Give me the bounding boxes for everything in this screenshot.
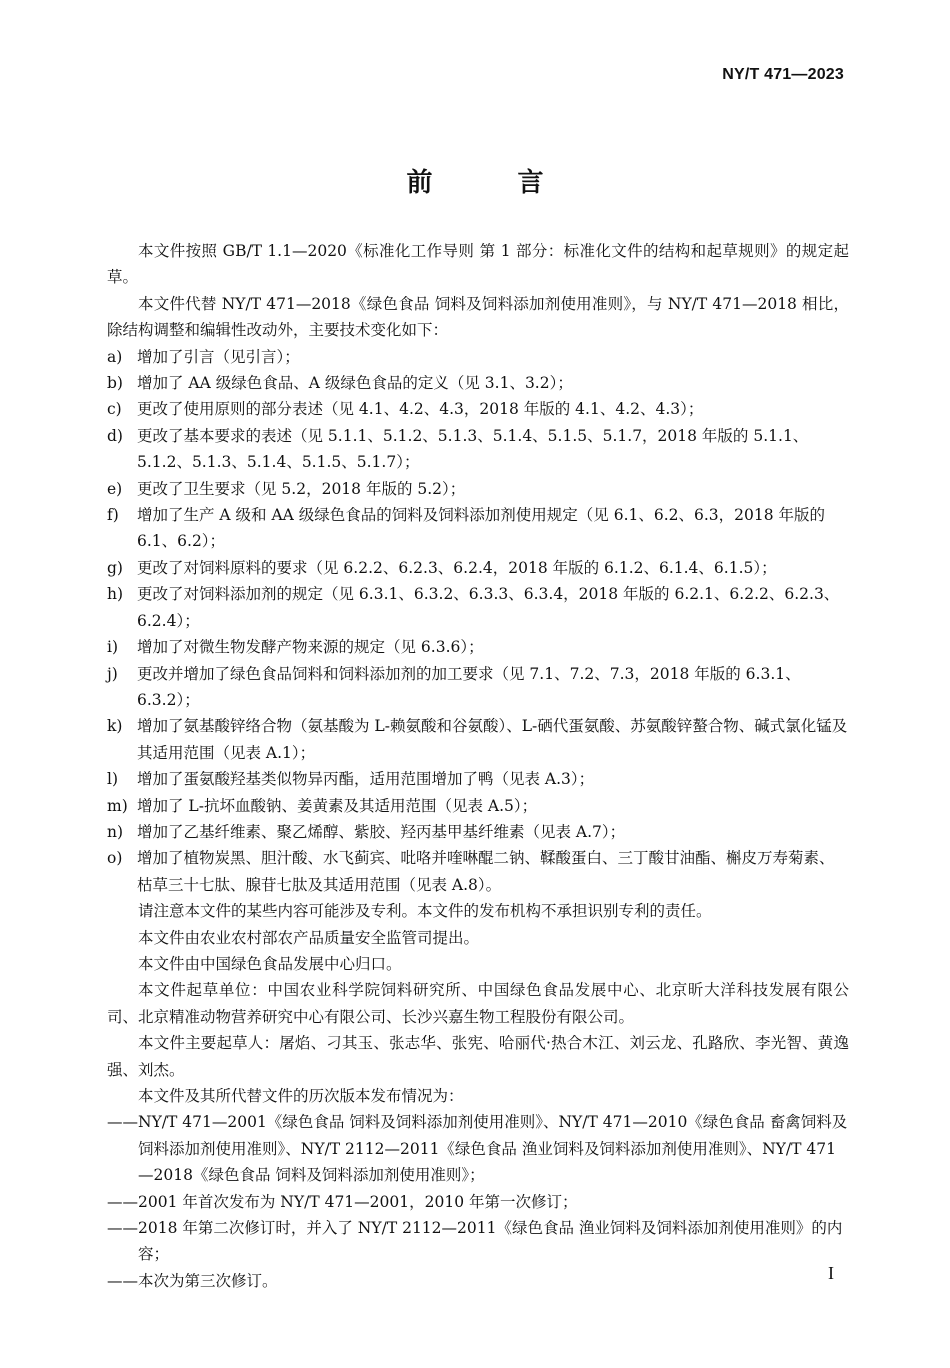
list-marker: e)	[107, 479, 123, 498]
list-item	[107, 634, 849, 660]
list-item-text: 更改了对饲料原料的要求（见 6.2.2、6.2.3、6.2.4，2018 年版的 6.1.2、6.1.4、6.1.5）；	[137, 558, 777, 577]
list-item: ——2001 年首次发布为 NY/T 471—2001，2010 年第一次修订；	[107, 1192, 578, 1211]
list-marker: c)	[107, 400, 122, 419]
list-marker: a)	[107, 347, 123, 366]
list-item	[107, 502, 849, 555]
list-item	[107, 766, 849, 792]
drafting-units: 本文件起草单位：中国农业科学院饲料研究所、中国绿色食品发展中心、北京昕大洋科技发展有限公司、北京精准动物营养研究中心有限公司、长沙兴嘉生物工程股份有限公司。	[107, 981, 849, 1026]
list-marker: j)	[107, 664, 118, 683]
list-item	[107, 370, 849, 396]
list-item-text: 增加了蛋氨酸羟基类似物异丙酯，适用范围增加了鸭（见表 A.3）；	[137, 770, 595, 789]
page-number: I	[828, 1263, 834, 1283]
list-marker: f)	[107, 506, 119, 525]
list-item-text: 增加了生产 A 级和 AA 级绿色食品的饲料及饲料添加剂使用规定（见 6.1、6.2、6.3，2018 年版的 6.1、6.2）；	[137, 506, 826, 551]
list-marker: d)	[107, 426, 123, 445]
page-title: 前 言	[406, 168, 582, 198]
list-item-text: 更改了基本要求的表述（见 5.1.1、5.1.2、5.1.3、5.1.4、5.1.5、5.1.7，2018 年版的 5.1.1、5.1.2、5.1.3、5.1.4、5.1.5、5.1.7）；	[137, 426, 809, 472]
list-item	[107, 661, 849, 714]
list-item: ——本次为第三次修订。	[107, 1271, 278, 1290]
list-item-text: 增加了植物炭黑、胆汁酸、水飞蓟宾、吡咯并喹啉醌二钠、鞣酸蛋白、三丁酸甘油酯、槲皮万寿菊素、枯草三十七肽、腺苷七肽及其适用范围（见表 A.8）。	[137, 849, 835, 894]
list-item-text: 增加了氨基酸锌络合物（氨基酸为 L-赖氨酸和谷氨酸）、L-硒代蛋氨酸、苏氨酸锌螯合物、碱式氯化锰及其适用范围（见表 A.1）；	[137, 717, 848, 762]
administrator-statement: 本文件由中国绿色食品发展中心归口。	[138, 954, 402, 973]
list-item	[107, 555, 849, 581]
list-item-text: 增加了对微生物发酵产物来源的规定（见 6.3.6）；	[137, 638, 484, 657]
list-item	[107, 581, 849, 634]
list-marker: n)	[107, 822, 124, 841]
list-item: ——NY/T 471—2001《绿色食品 饲料及饲料添加剂使用准则》、NY/T 471—2010《绿色食品 畜禽饲料及饲料添加剂使用准则》、NY/T 2112—2011《绿色食品 渔业饲料及饲料添加剂使用准则》、NY/T 471—2018《绿色食品 饲料及饲料添加剂使用准则》；	[107, 1113, 848, 1185]
list-marker: k)	[107, 717, 123, 736]
list-marker: b)	[107, 374, 123, 393]
intro-paragraph: 本文件代替 NY/T 471—2018《绿色食品 饲料及饲料添加剂使用准则》，与 NY/T 471—2018 相比，除结构调整和编辑性改动外，主要技术变化如下：	[107, 294, 849, 340]
history-list	[107, 1109, 849, 1294]
list-marker: l)	[107, 770, 119, 789]
list-item	[107, 793, 849, 819]
list-item-text: 更改了使用原则的部分表述（见 4.1、4.2、4.3，2018 年版的 4.1、4.2、4.3）；	[137, 400, 704, 419]
list-item	[107, 819, 849, 845]
list-marker: o)	[107, 849, 123, 868]
list-marker: g)	[107, 558, 123, 577]
changes-list	[107, 344, 849, 899]
list-item	[107, 476, 849, 502]
document-code: NY/T 471—2023	[722, 66, 844, 83]
proposer-statement: 本文件由农业农村部农产品质量安全监管司提出。	[138, 928, 480, 947]
list-item-text: 更改了卫生要求（见 5.2，2018 年版的 5.2）；	[137, 479, 466, 498]
list-marker: m)	[107, 796, 128, 815]
list-item: ——2018 年第二次修订时，并入了 NY/T 2112—2011《绿色食品 渔业饲料及饲料添加剂使用准则》的内容；	[107, 1219, 843, 1264]
history-intro: 本文件及其所代替文件的历次版本发布情况为：	[138, 1087, 464, 1105]
intro-paragraph: 本文件按照 GB/T 1.1—2020《标准化工作导则 第 1 部分：标准化文件的结构和起草规则》的规定起草。	[107, 242, 849, 287]
list-item-text: 增加了乙基纤维素、聚乙烯醇、紫胶、羟丙基甲基纤维素（见表 A.7）；	[137, 822, 626, 841]
patent-statement: 请注意本文件的某些内容可能涉及专利。本文件的发布机构不承担识别专利的责任。	[138, 902, 712, 921]
list-item	[107, 845, 849, 898]
list-item	[107, 423, 849, 476]
list-item	[107, 396, 849, 422]
list-item	[107, 713, 849, 766]
list-marker: i)	[107, 638, 119, 657]
drafters: 本文件主要起草人：屠焰、刁其玉、张志华、张宪、哈丽代·热合木江、刘云龙、孔路欣、李光智、黄逸强、刘杰。	[107, 1034, 849, 1079]
list-item-text: 增加了引言（见引言）；	[137, 347, 300, 366]
list-item-text: 更改并增加了绿色食品饲料和饲料添加剂的加工要求（见 7.1、7.2、7.3，2018 年版的 6.3.1、6.3.2）；	[137, 664, 801, 709]
foreword-body	[107, 238, 849, 1294]
list-item-text: 增加了 AA 级绿色食品、A 级绿色食品的定义（见 3.1、3.2）；	[137, 374, 573, 393]
list-marker: h)	[107, 585, 124, 604]
list-item-text: 增加了 L-抗坏血酸钠、姜黄素及其适用范围（见表 A.5）；	[137, 796, 538, 815]
list-item-text: 更改了对饲料添加剂的规定（见 6.3.1、6.3.2、6.3.3、6.3.4，2018 年版的 6.2.1、6.2.2、6.2.3、6.2.4）；	[137, 585, 840, 630]
list-item	[107, 344, 849, 370]
